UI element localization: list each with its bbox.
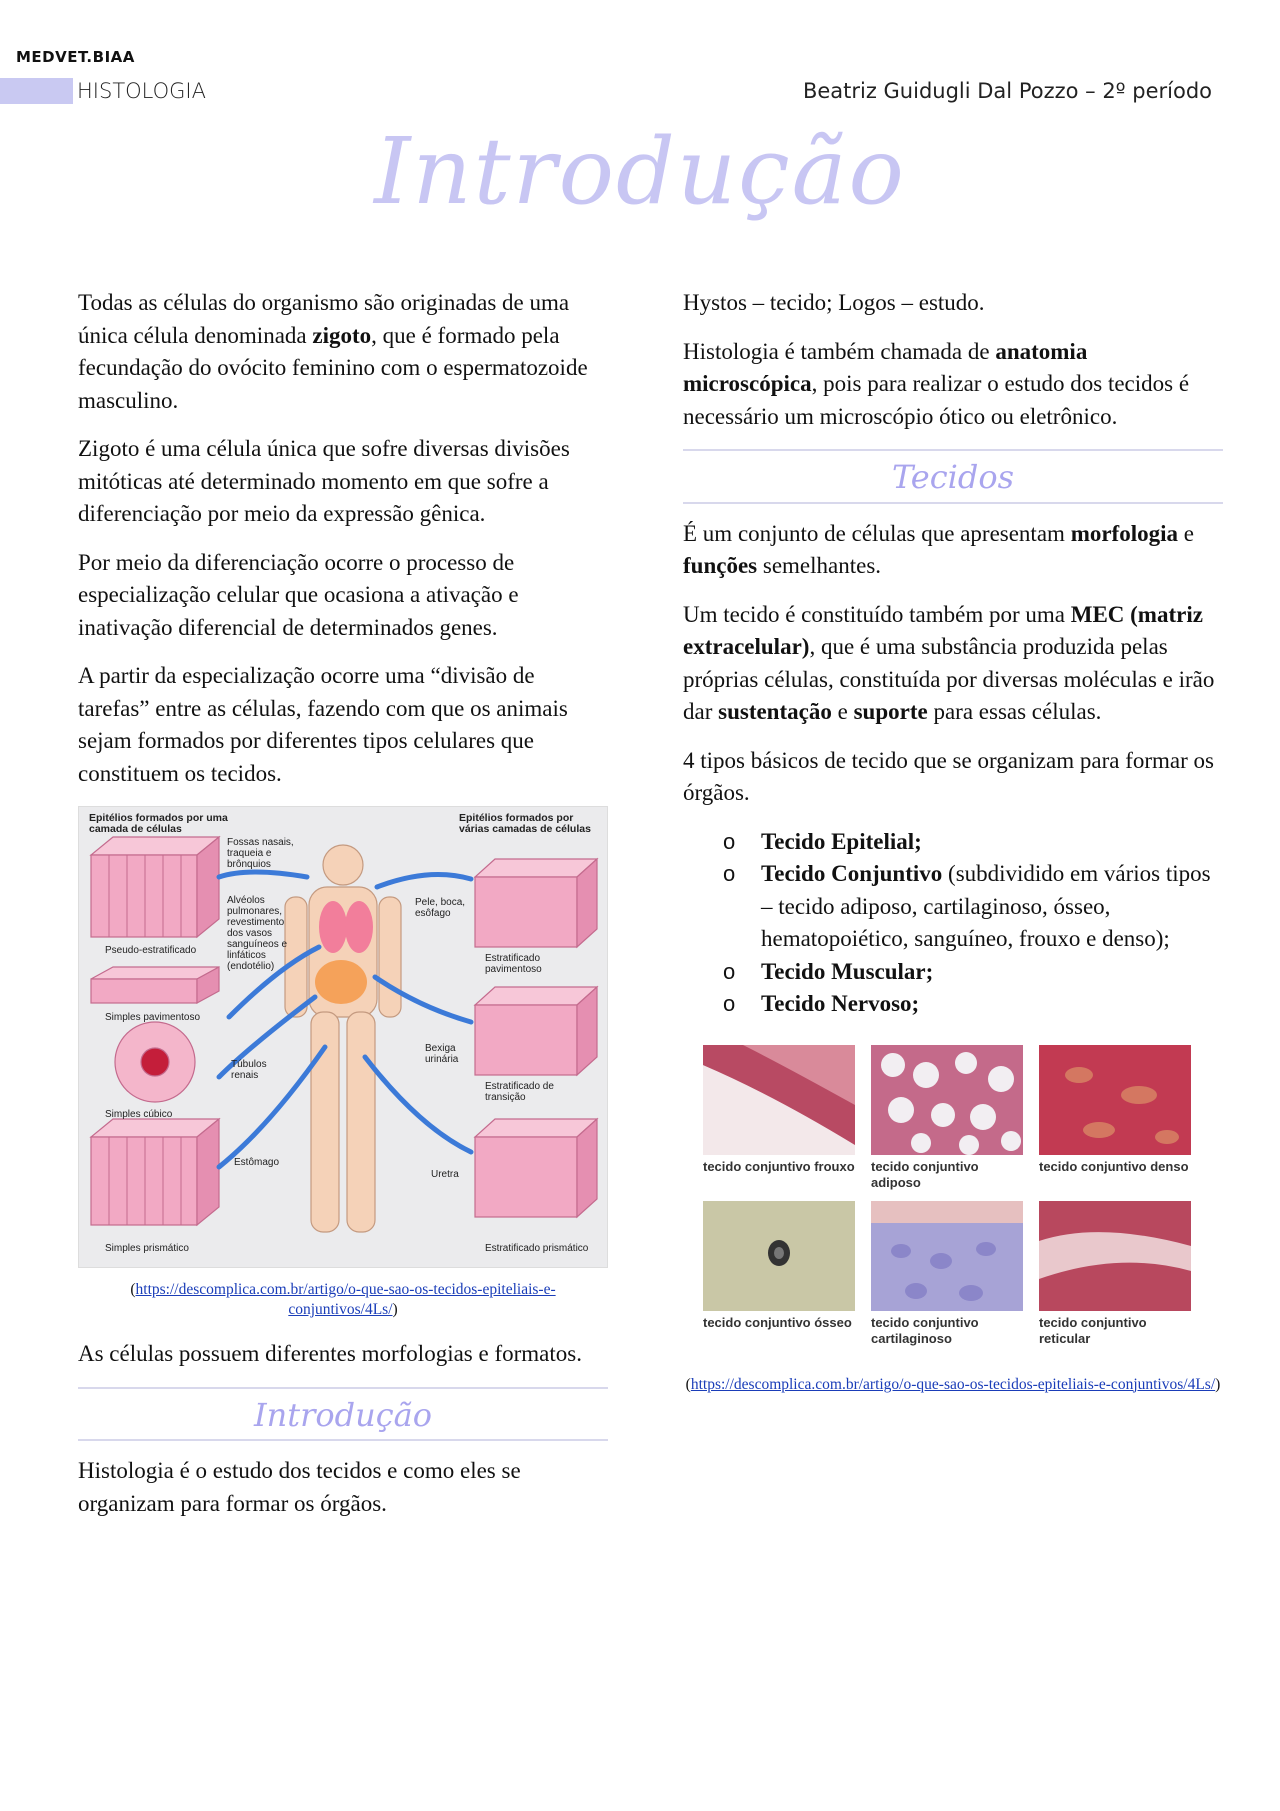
paragraph-four-types: 4 tipos básicos de tecido que se organizam para formar os órgãos. [683, 747, 1214, 805]
label-estomago: Estômago [234, 1157, 280, 1168]
tile-frouxo [703, 1045, 855, 1195]
label-estr-pris: Estratificado prismático [485, 1243, 589, 1254]
label-simples-pav: Simples pavimentoso [105, 1012, 201, 1023]
connective-tissue-figure [703, 1045, 1191, 1351]
tile-cartilaginoso [871, 1201, 1023, 1351]
tile-label: tecido conjuntivo denso [1039, 1158, 1189, 1174]
source-link[interactable]: https://descomplica.com.br/artigo/o-que-sao-os-tecidos-epiteliais-e-conjuntivos/4Ls/ [690, 1375, 1216, 1393]
paragraph-microscopic-anatomy: Histologia é também chamada de anatomia microscópica, pois para realizar o estudo dos tecidos é necessário um microscópio ótico ou eletrônico. [683, 338, 1190, 429]
figure-caption-epithelium: (https://descomplica.com.br/artigo/o-que-sao-os-tecidos-epiteliais-e-conjuntivos/4Ls/) [130, 1281, 556, 1318]
page-title: Introdução [374, 118, 906, 225]
right-column [683, 287, 1223, 1413]
label-pseudo: Pseudo-estratificado [105, 945, 197, 956]
section-divider [78, 1439, 608, 1441]
left-column [78, 287, 608, 1536]
label-estr-pav: Estratificado pavimentoso [485, 953, 542, 975]
section-divider [683, 502, 1223, 504]
paragraph-etymology: Hystos – tecido; Logos – estudo. [683, 290, 985, 315]
tile-label: tecido conjuntivo frouxo [703, 1158, 855, 1174]
tile-reticular [1039, 1201, 1191, 1351]
list-item: o Tecido Conjuntivo (subdividido em vários tipos – tecido adiposo, cartilaginoso, ósseo, hematopoiético, sanguíneo, frouxo e denso); [723, 861, 1211, 951]
brand-logo: MEDVET.BIAA [16, 48, 135, 66]
tissue-list [683, 826, 1223, 1021]
micrograph-denso [1039, 1045, 1191, 1155]
paragraph-mec: Um tecido é constituído também por uma MEC (matriz extracelular), que é uma substância produzida pelas próprias células, constituída por diversas moléculas e irão dar sustentação e suporte para essas células. [683, 601, 1215, 724]
paragraph-zigoto-origin: Todas as células do organismo são originadas de uma única célula denominada zigoto, que é formado pela fecundação do ovócito feminino com o espermatozoide masculino. [78, 290, 588, 413]
label-one-layer: Epitélios formados por uma camada de células [89, 812, 228, 835]
tile-label: tecido conjuntivo adiposo [871, 1158, 979, 1190]
author-label: Beatriz Guidugli Dal Pozzo – 2º período [802, 79, 1212, 103]
section-title-introducao: Introdução [253, 1395, 433, 1434]
label-estr-trans: Estratificado de transição [485, 1081, 554, 1103]
tile-osseo [703, 1201, 855, 1351]
micrograph-cartilaginoso [871, 1201, 1023, 1311]
list-item: o Tecido Muscular; [723, 958, 934, 984]
paragraph-morphologies: As células possuem diferentes morfologias e formatos. [78, 1341, 582, 1366]
label-tubulos: Túbulos renais [231, 1059, 267, 1081]
micrograph-osseo [703, 1201, 855, 1311]
header-accent-bar [0, 78, 73, 104]
paragraph-differentiation: Por meio da diferenciação ocorre o processo de especialização celular que ocasiona a ativação e inativação diferencial de determinados genes. [78, 549, 519, 640]
micrograph-adiposo [871, 1045, 1023, 1155]
tile-label: tecido conjuntivo reticular [1039, 1314, 1147, 1346]
label-alveolos: Alvéolos pulmonares, revestimento dos vasos sanguíneos e linfáticos (endotélio) [227, 895, 288, 972]
label-bexiga: Bexiga urinária [425, 1043, 459, 1065]
list-item: o Tecido Nervoso; [723, 991, 920, 1016]
label-uretra: Uretra [431, 1169, 459, 1180]
epithelium-figure [78, 806, 608, 1268]
label-fossas: Fossas nasais, traqueia e brônquios [227, 837, 294, 870]
micrograph-frouxo [703, 1045, 855, 1155]
paragraph-tissue-definition: É um conjunto de células que apresentam morfologia e funções semelhantes. [683, 520, 1194, 578]
list-item: o Tecido Epitelial; [723, 828, 922, 854]
label-multi-layer: Epitélios formados por várias camadas de células [459, 812, 591, 835]
label-pele: Pele, boca, esôfago [415, 897, 466, 919]
tile-adiposo [871, 1045, 1023, 1195]
subject-label: HISTOLOGIA [77, 79, 206, 103]
label-simples-cub: Simples cúbico [105, 1109, 173, 1120]
paragraph-specialization: A partir da especialização ocorre uma “divisão de tarefas” entre as células, fazendo com que os animais sejam formados por diferentes tipos celulares que constituem os tecidos. [78, 663, 568, 786]
label-simples-pris: Simples prismático [105, 1243, 189, 1254]
paragraph-histology-definition: Histologia é o estudo dos tecidos e como eles se organizam para formar os órgãos. [78, 1458, 521, 1516]
section-title-tecidos: Tecidos [891, 458, 1015, 496]
tile-label: tecido conjuntivo cartilaginoso [871, 1314, 979, 1346]
paragraph-zigoto-divisions: Zigoto é uma célula única que sofre diversas divisões mitóticas até determinado momento em que sofre a diferenciação por meio da expressão gênica. [78, 436, 570, 526]
epithelium-illustration [79, 807, 607, 1267]
micrograph-reticular [1039, 1201, 1191, 1311]
tile-denso [1039, 1045, 1191, 1195]
source-link[interactable]: https://descomplica.com.br/artigo/o-que-sao-os-tecidos-epiteliais-e-conjuntivos/4Ls/ [135, 1281, 556, 1318]
tile-label: tecido conjuntivo ósseo [703, 1314, 852, 1330]
figure-caption-connective: (https://descomplica.com.br/artigo/o-que-sao-os-tecidos-epiteliais-e-conjuntivos/4Ls/) [685, 1375, 1221, 1393]
